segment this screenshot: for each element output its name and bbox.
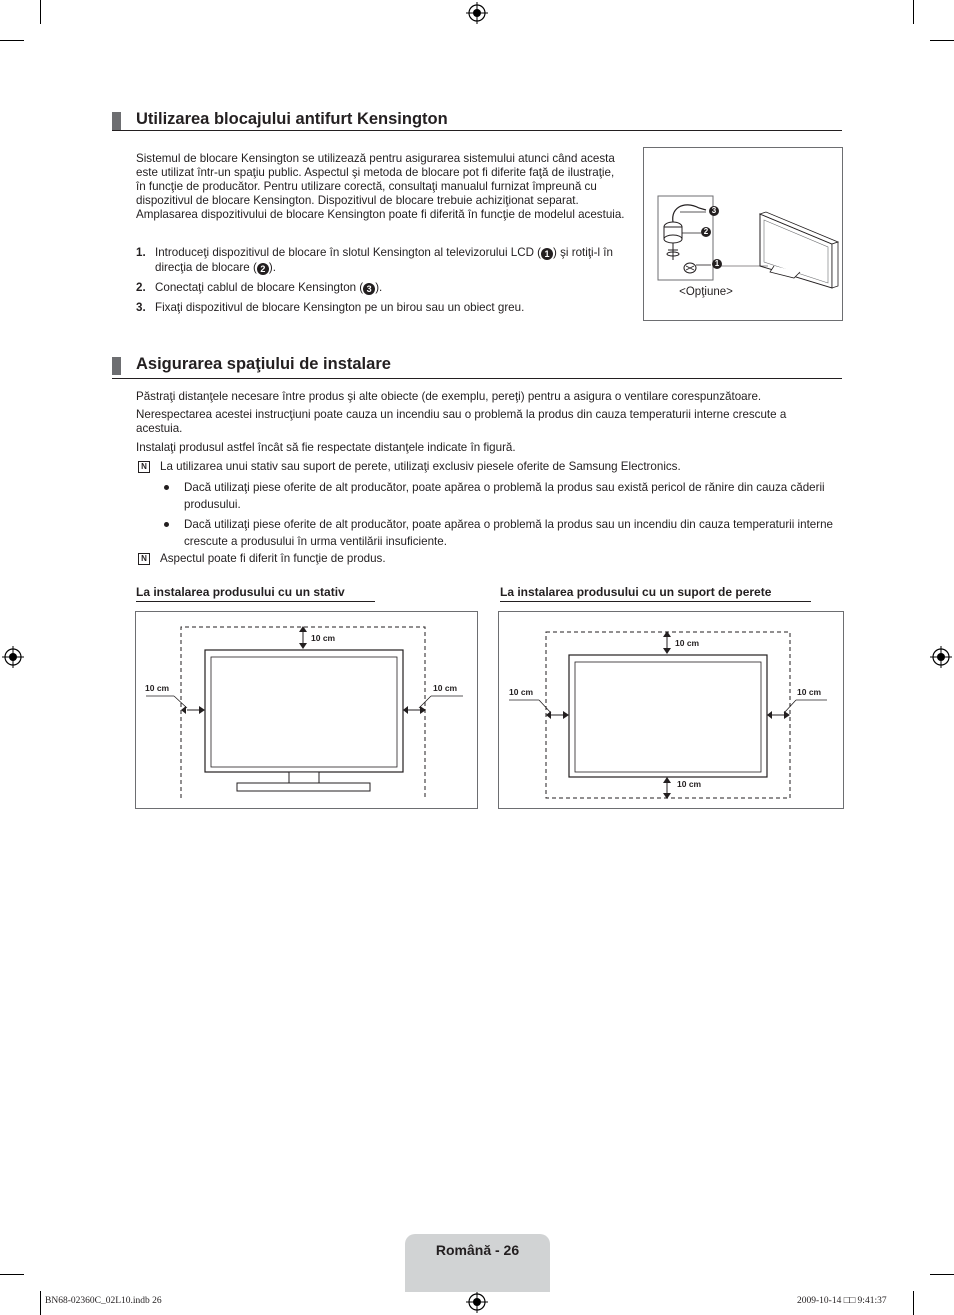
subsection-rule bbox=[500, 601, 811, 602]
marker-1-icon: 1 bbox=[712, 259, 722, 269]
wall-right-clearance: 10 cm bbox=[797, 687, 822, 697]
wall-left-clearance: 10 cm bbox=[509, 687, 534, 697]
section-title-kensington: Utilizarea blocajului antifurt Kensington bbox=[136, 110, 448, 128]
stand-clearance-diagram bbox=[135, 611, 478, 809]
stand-top-clearance: 10 cm bbox=[311, 633, 336, 643]
crop-mark bbox=[930, 40, 954, 41]
crop-mark bbox=[930, 1274, 954, 1275]
stand-right-clearance: 10 cm bbox=[433, 683, 458, 693]
marker-1-icon: 1 bbox=[541, 248, 553, 260]
wall-bottom-clearance: 10 cm bbox=[677, 779, 702, 789]
note-samsung-parts: La utilizarea unui stativ sau suport de perete, utilizaţi exclusiv piesele oferite de Samsung Electronics. bbox=[160, 460, 681, 473]
kensington-intro: Sistemul de blocare Kensington se utilizează pentru asigurarea sistemului atunci când acesta este utilizat într-un spaţiu public. Aspectul şi metoda de blocare pot fi diferite faţă de ilustraţie, în funcţie de producător. Pentru utilizare corectă, consultaţi manualul furnizat împreună cu dispozitivul de blocare Kensington. Dispozitivul de blocare trebuie achiziţionat separat. Amplasarea dispozitivului de blocare Kensington poate fi diferită în funcţie de modelul acestuia. bbox=[136, 152, 625, 221]
footer-timestamp: 2009-10-14 □□ 9:41:37 bbox=[797, 1296, 887, 1306]
wall-clearance-diagram bbox=[498, 611, 844, 809]
crop-mark bbox=[913, 1291, 914, 1315]
wall-tv-illustration bbox=[499, 612, 843, 808]
wall-top-clearance: 10 cm bbox=[675, 638, 700, 648]
section-rule bbox=[112, 130, 842, 131]
bullet-icon bbox=[164, 522, 169, 527]
crop-mark bbox=[40, 1291, 41, 1315]
crop-mark bbox=[0, 40, 24, 41]
section-marker bbox=[112, 112, 121, 130]
note-icon: N bbox=[138, 553, 150, 565]
section-rule bbox=[112, 378, 842, 379]
note-icon: N bbox=[138, 461, 150, 473]
installation-paragraph-2: Nerespectarea acestei instrucţiuni poate cauza un incendiu sau o problemă la produs din cauza temperaturii interne crescute a acestuia. bbox=[136, 408, 787, 435]
marker-3-icon: 3 bbox=[363, 283, 375, 295]
marker-2-icon: 2 bbox=[701, 227, 711, 237]
marker-3-icon: 3 bbox=[709, 206, 719, 216]
subsection-rule bbox=[136, 601, 375, 602]
bullet-injury-risk: Dacă utilizaţi piese oferite de alt producător, poate apărea o problemă la produs sau există pericol de rănire din cauza căderii produsului. bbox=[184, 481, 825, 511]
installation-paragraph-3: Instalaţi produsul astfel încât să fie respectate distanţele indicate în figură. bbox=[136, 441, 516, 454]
crop-mark bbox=[0, 1274, 24, 1275]
registration-mark-icon bbox=[466, 1291, 488, 1313]
kensington-figure bbox=[643, 147, 843, 321]
section-marker bbox=[112, 357, 121, 375]
stand-tv-illustration bbox=[136, 612, 477, 808]
footer-file-info: BN68-02360C_02L10.indb 26 bbox=[45, 1296, 162, 1306]
page-number-tab bbox=[405, 1234, 550, 1292]
note-appearance: Aspectul poate fi diferit în funcţie de produs. bbox=[160, 552, 386, 565]
marker-2-icon: 2 bbox=[257, 263, 269, 275]
bullet-fire-risk: Dacă utilizaţi piese oferite de alt producător, poate apărea o problemă la produs sau un incendiu din cauza temperaturii interne crescute a produsului în urma ventilării insuficiente. bbox=[184, 518, 834, 548]
bullet-icon bbox=[164, 485, 169, 490]
stand-left-clearance: 10 cm bbox=[145, 683, 170, 693]
registration-mark-icon bbox=[2, 646, 24, 668]
crop-mark bbox=[40, 0, 41, 24]
section-title-installation-space: Asigurarea spaţiului de instalare bbox=[136, 355, 391, 373]
registration-mark-icon bbox=[466, 2, 488, 24]
figure-caption: <Opţiune> bbox=[679, 286, 733, 298]
stand-install-title: La instalarea produsului cu un stativ bbox=[136, 585, 345, 599]
installation-paragraph-1: Păstraţi distanţele necesare între produs şi alte obiecte (de exemplu, pereţi) pentru a asigura o ventilare corespunzătoare. bbox=[136, 390, 762, 403]
registration-mark-icon bbox=[930, 646, 952, 668]
wall-install-title: La instalarea produsului cu un suport de perete bbox=[500, 585, 772, 599]
page-number: Română - 26 bbox=[435, 1242, 520, 1258]
crop-mark bbox=[913, 0, 914, 24]
